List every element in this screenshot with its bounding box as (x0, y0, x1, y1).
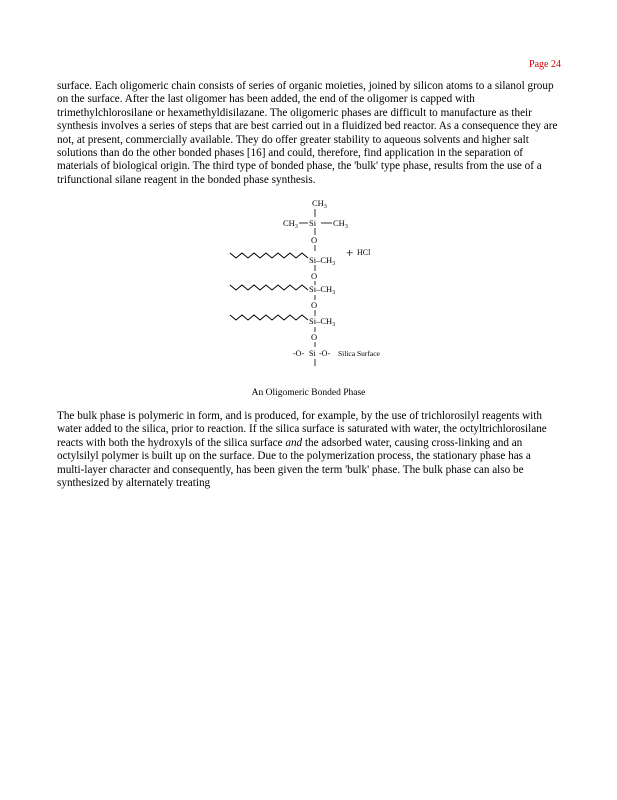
body-paragraph-1: surface. Each oligomeric chain consists of series of organic moieties, joined by silicon atoms to a silanol group on the surface. After the last oligomer has been added, the end of the oligomer is capped with trimethylchlorosilane or hexamethyldisilazane. The oligomeric phases are difficult to manufacture as their synthesis involves a series of steps that are best carried out in a fluidized bed reactor. As a consequence they are not, at present, commercially available. They do offer greater stability to aqueous solvents and higher salt solutions than do the other bonded phases [16] and could, therefore, find application in the separation of materials of biological origin. The third type of bonded phase, the 'bulk' type phase, results from the use of a trifunctional silane reagent in the bonded phase synthesis. (57, 80, 558, 186)
si-4-label: $Si-CH_3$ (309, 316, 336, 328)
hcl-label: HCl (357, 248, 371, 257)
si-3-label: $Si-CH_3$ (309, 284, 336, 296)
surface-si-label: Si (309, 349, 316, 358)
alkyl-chain-3 (230, 315, 308, 320)
surface-left-label: -O- (293, 349, 305, 358)
oligomeric-phase-figure (220, 195, 400, 370)
right-ch3-label: $CH_3$ (333, 218, 348, 230)
si-2-label: $Si-CH_3$ (309, 255, 336, 267)
oxygen-2-label: O (311, 271, 318, 281)
alkyl-chain-1 (230, 253, 308, 258)
silica-surface-label: Silica Surface (338, 349, 380, 358)
oxygen-3-label: O (311, 300, 318, 310)
figure-caption: An Oligomeric Bonded Phase (251, 388, 366, 398)
body-paragraph-2 (57, 410, 560, 490)
left-ch3-label: $CH_3$ (283, 218, 298, 230)
page-number: Page 24 (529, 59, 561, 70)
paragraph-2-emphasis: and (285, 436, 303, 449)
paragraph-2-part-2: the adsorbed water, causing cross-linking and an octylsilyl polymer is built up on the surface. Due to the polymerization process, the stationary phase has a multi-layer character and consequently, has been given the term 'bulk' phase. The bulk phase can also be synthesized by alternately treating (57, 436, 531, 490)
plus-sign: + (346, 245, 354, 260)
alkyl-chain-2 (230, 285, 308, 290)
structure-diagram (220, 195, 400, 370)
paragraph-2-part-1: The bulk phase is polymeric in form, and is produced, for example, by the use of trichlorosilyl reagents with water added to the silica, prior to reaction. If the silica surface is saturated with water, the octyltrichlorosilane reacts with both the hydroxyls of the silica surface (57, 410, 547, 449)
oxygen-1-label: O (311, 235, 318, 245)
surface-right-label: -O- (319, 349, 331, 358)
oxygen-4-label: O (311, 332, 318, 342)
top-ch3-label: $CH_3$ (312, 198, 327, 210)
si-top-label: Si (309, 218, 317, 228)
